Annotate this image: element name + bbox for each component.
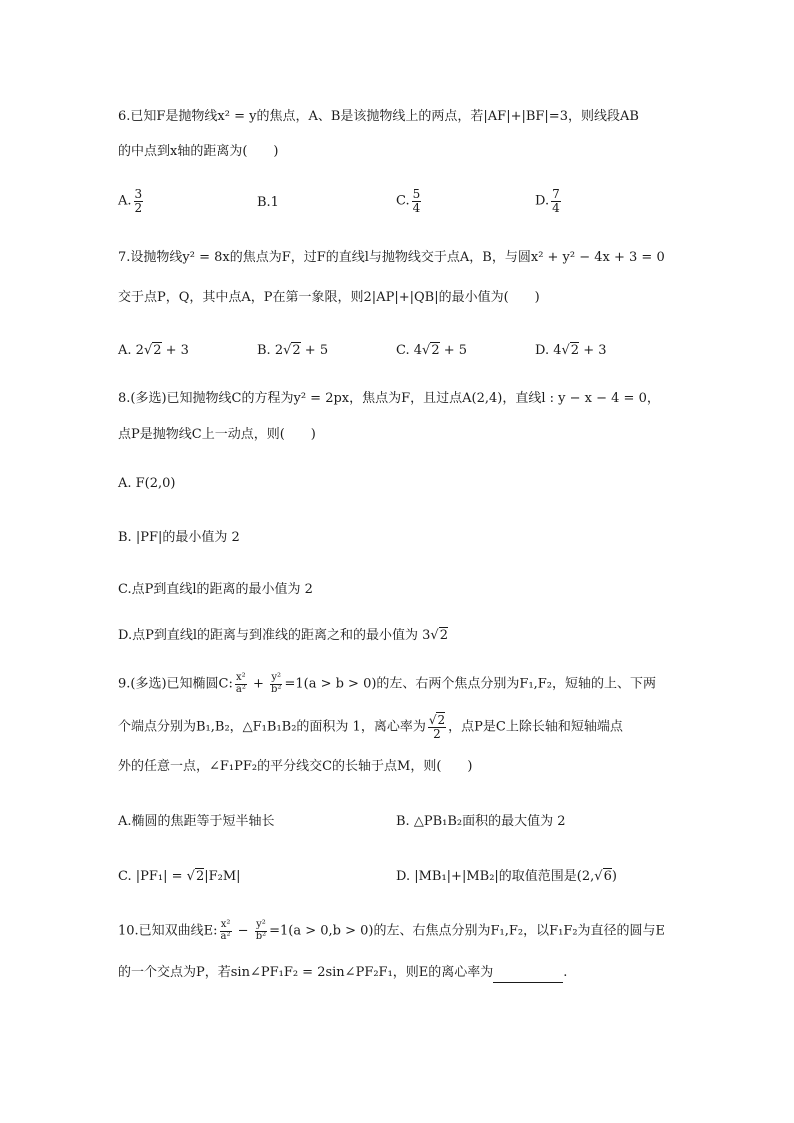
q8-option-b: B. |PF|的最小值为 2 — [118, 530, 240, 545]
q7-option-c: C. 4√2 + 5 — [396, 343, 468, 358]
q8-option-d: D.点P到直线l的距离与到准线的距离之和的最小值为 3√2 — [118, 628, 448, 643]
q8-stem-line2: 点P是抛物线C上一动点，则( ) — [118, 427, 316, 442]
q8-option-a: A. F(2,0) — [118, 476, 176, 491]
q6-option-a: A. $\frac{3}{2}$ — [118, 187, 143, 215]
answer-blank[interactable] — [493, 968, 563, 983]
q9-option-d: D. |MB₁|+|MB₂|的取值范围是(2,√6) — [396, 869, 617, 884]
q6-option-d: D. $\frac{7}{4}$ — [535, 187, 560, 215]
q7-stem-line1: 7.设抛物线y² = 8x的焦点为F，过F的直线l与抛物线交于点A，B，与圆x² + y² − 4x + 3 = 0 — [118, 250, 665, 265]
q9-option-a: A.椭圆的焦距等于短半轴长 — [118, 814, 275, 829]
q9-stem-line2: 个端点分别为B₁,B₂，△F₁B₁B₂的面积为 1，离心率为 $\frac{√2}{2}$ ，点P是C上除长轴和短轴端点 — [118, 713, 623, 741]
q7-option-a: A. 2√2 + 3 — [118, 343, 189, 358]
q7-option-d: D. 4√2 + 3 — [535, 343, 607, 358]
q6-stem-line2: 的中点到x轴的距离为( ) — [118, 144, 279, 159]
q9-option-c: C. |PF₁| = √2|F₂M| — [118, 869, 241, 884]
q8-option-c: C.点P到直线l的距离的最小值为 2 — [118, 582, 313, 597]
q8-stem-line1: 8.(多选)已知抛物线C的方程为y² = 2px，焦点为F，且过点A(2,4)，直线l : y − x − 4 = 0， — [118, 391, 660, 406]
q10-stem-line2: 的一个交点为P，若sin∠PF₁F₂ = 2sin∠PF₂F₁，则E的离心率为 . — [118, 963, 567, 983]
q9-stem-line1: 9.(多选)已知椭圆C: $\frac{\text{x²}}{\text{a²}}$ + $\frac{\text{y²}}{\text{b²}}$ =1(a > b > 0)的左、右两个焦点分别为F₁,F₂，短轴的上、下两 — [118, 672, 657, 695]
q6-stem-line1: 6.已知F是抛物线x² = y的焦点，A、B是该抛物线上的两点，若|AF|+|BF|=3，则线段AB — [118, 109, 639, 124]
q7-stem-line2: 交于点P，Q，其中点A，P在第一象限，则2|AP|+|QB|的最小值为( ) — [118, 290, 540, 305]
q10-stem-line1: 10.已知双曲线E: $\frac{\text{x²}}{\text{a²}}$ − $\frac{\text{y²}}{\text{b²}}$ =1(a > 0,b > 0)的左、右焦点分别为F₁,F₂，以F₁F₂为直径的圆与E — [118, 919, 666, 942]
q6-option-b: B.1 — [257, 195, 279, 210]
q6-option-c: C. $\frac{5}{4}$ — [396, 187, 421, 215]
q9-option-b: B. △PB₁B₂面积的最大值为 2 — [396, 814, 566, 829]
q9-stem-line3: 外的任意一点，∠F₁PF₂的平分线交C的长轴于点M，则( ) — [118, 759, 473, 774]
q7-option-b: B. 2√2 + 5 — [257, 343, 329, 358]
